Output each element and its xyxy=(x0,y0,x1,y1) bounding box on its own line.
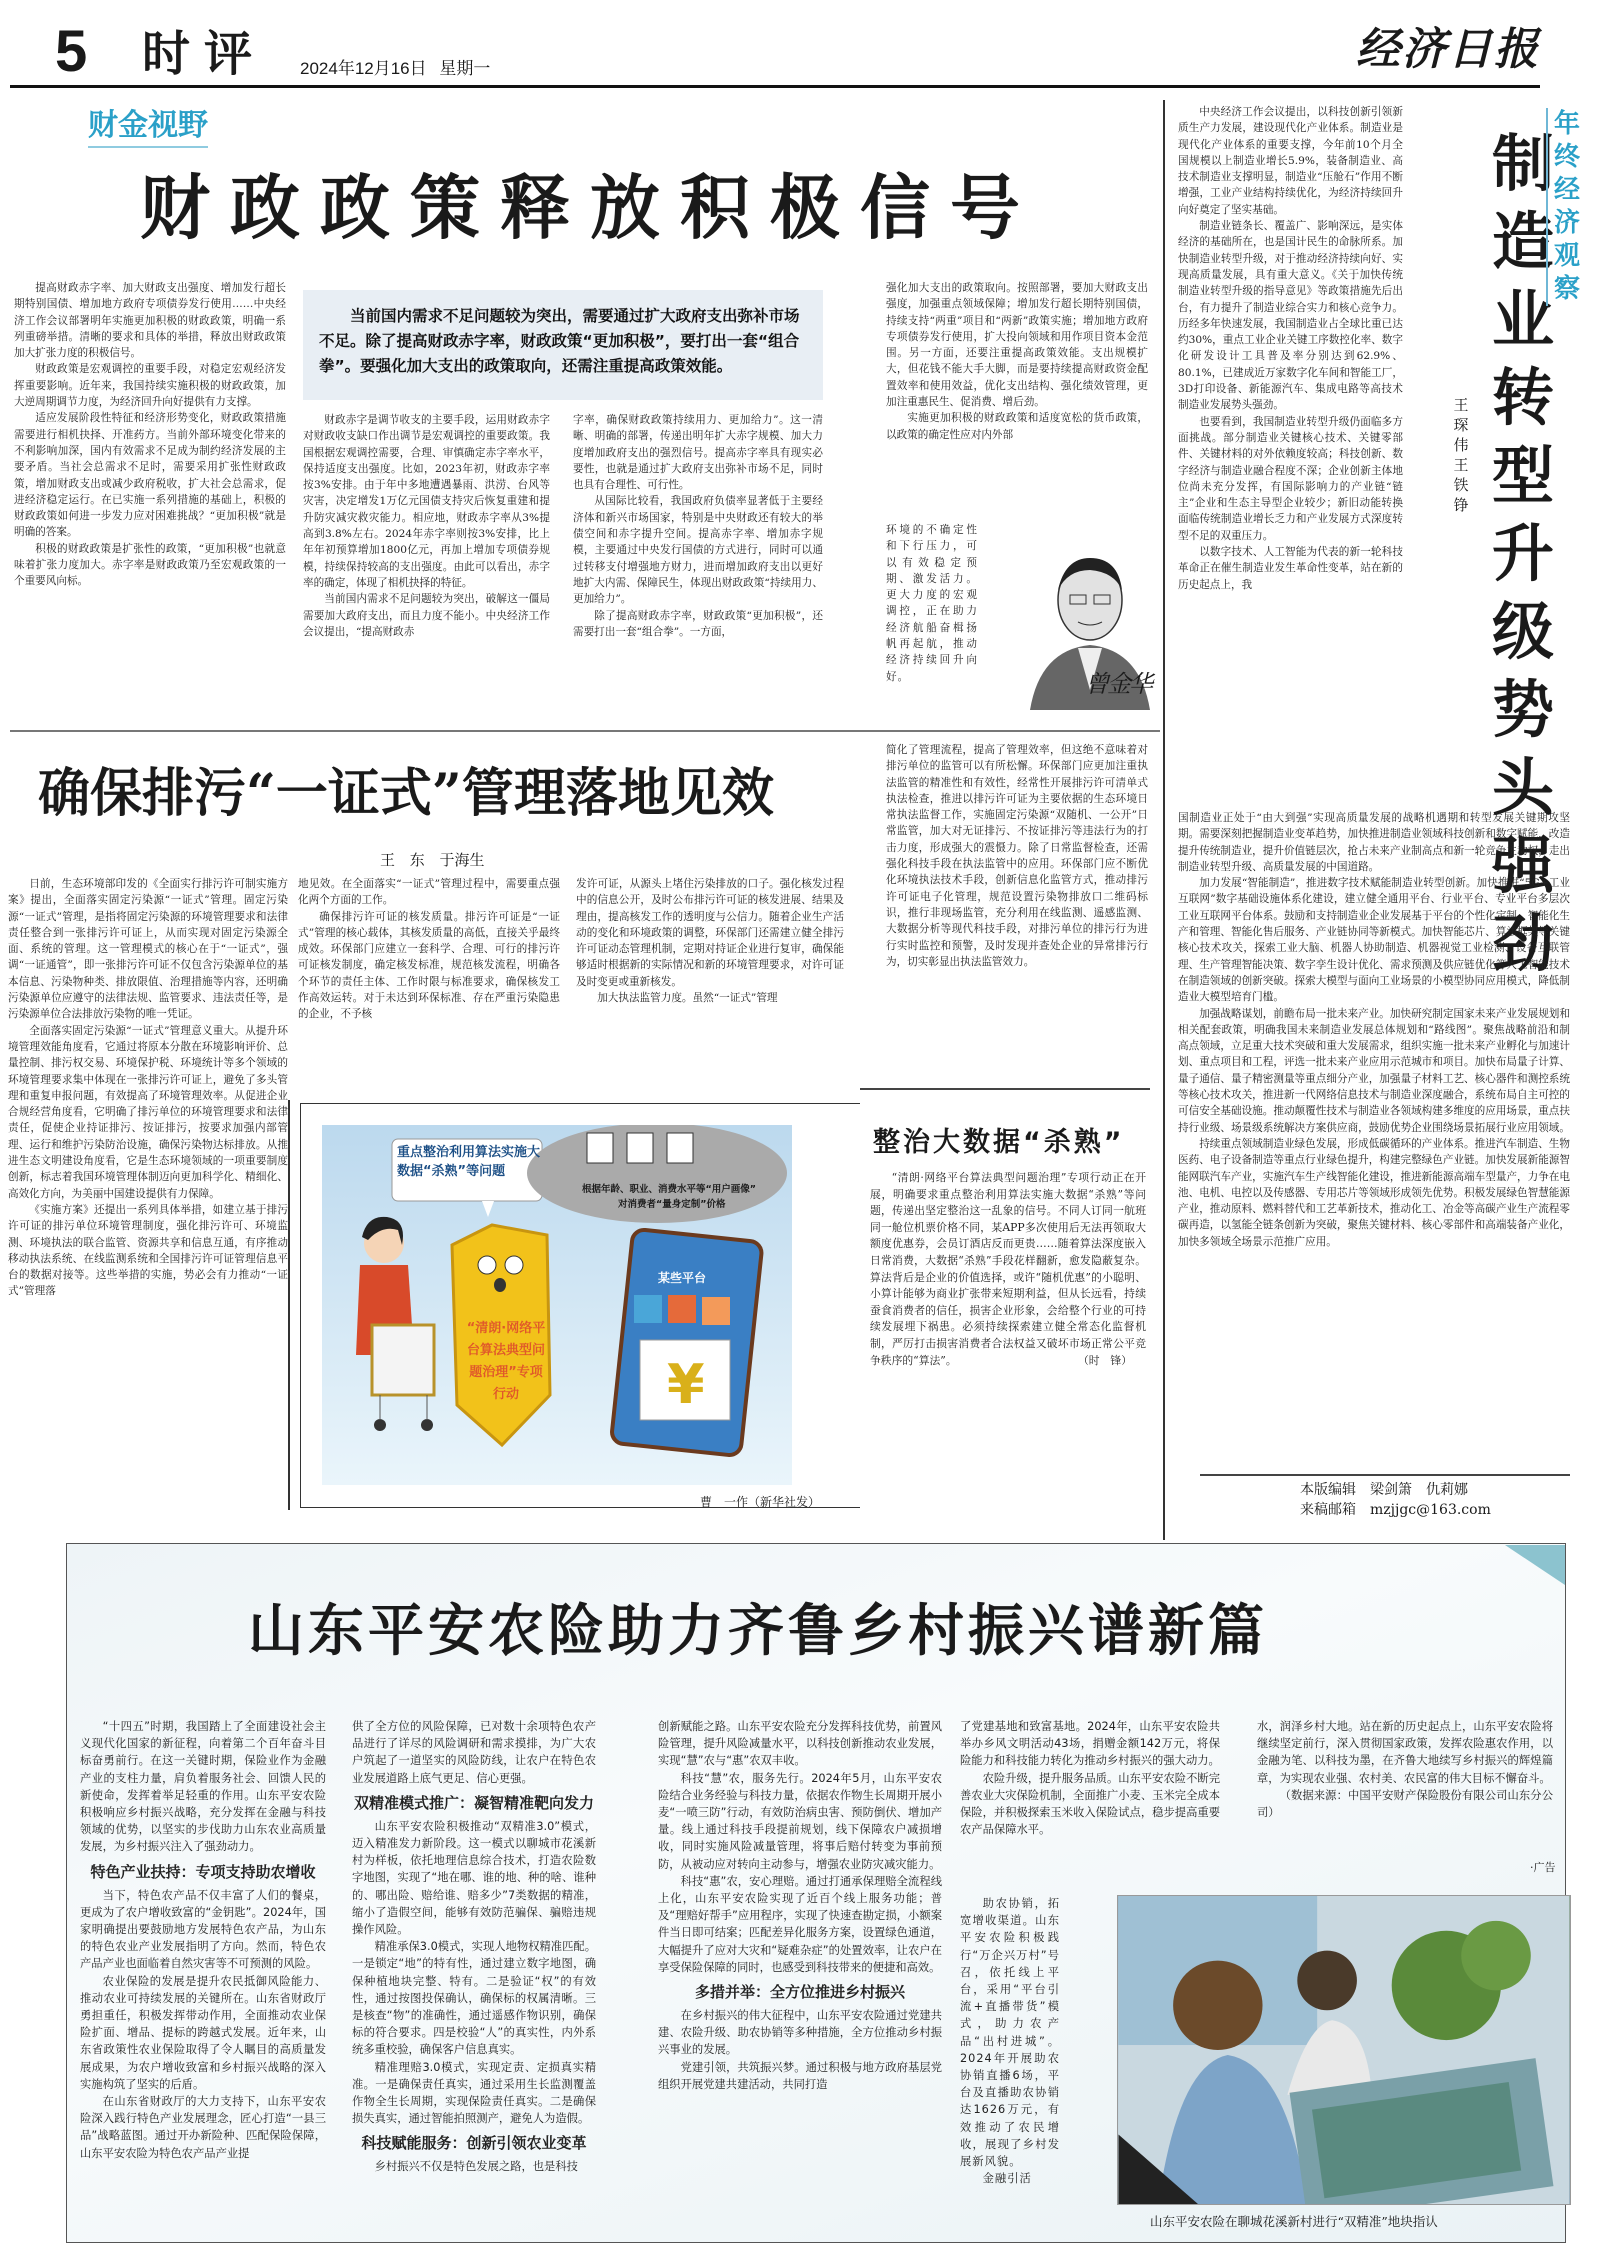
page-number: 5 xyxy=(55,19,88,84)
subheading: 特色产业扶持：专项支持助农增收 xyxy=(90,1862,316,1881)
article1-title: 财政政策释放积极信号 xyxy=(140,167,1040,249)
column-divider xyxy=(1163,100,1165,1540)
subheading: 双精准模式推广：凝智精准靶向发力 xyxy=(353,1793,594,1812)
article3-col4 xyxy=(886,742,1148,970)
editor-rule xyxy=(1200,1474,1570,1476)
article2-tag: 年终经济观察 xyxy=(1546,108,1586,306)
paragraph: 适应发展阶段性特征和经济形势变化，财政政策措施需要进行相机抉择、开准药方。当前外部环境变化带来的不利影响加深，国内有效需求不足成为制约经济发展的主要矛盾。当社会总需求不足时，需要采用扩张性财政政策，增加财政支出或减少政府税收，扩大社会总需求，促进经济稳定运行。在已实施一系列措施的基础上，积极的财政政策如何进一步发力应对困难挑战？“更加积极”就是明确的答案。 xyxy=(14,412,286,539)
commentary-title: 整治大数据“杀熟” xyxy=(873,1127,1125,1158)
paragraph: 《实施方案》还提出一系列具体举措，如建立基于排污许可证的排污单位环境管理制度，强化排污许可、环境监测、环境执法的联合监管、资源共享和信息互通，有序推动移动执法系统、在线监测系统和全国排污许可证管理信息平台的数据对接等。这些举措的实施，势必会有力推动“一证式”管理落 xyxy=(8,1203,288,1298)
paragraph: 供了全方位的风险保障，已对数十余项特色农产品进行了详尽的风险调研和需求摸排，为广大农户筑起了一道坚实的风险防线，让农户在特色农业发展道路上底气更足、信心更强。 xyxy=(352,1720,596,1785)
cartoon-illustration xyxy=(322,1125,792,1485)
paragraph: 积极的财政政策是扩张性的政策，“更加积极”也就意味着扩张力度加大。赤字率是财政政策乃至宏观政策的一个重要风向标。 xyxy=(14,542,286,588)
paragraph: 持续重点领域制造业绿色发展，形成低碳循环的产业体系。推进汽车制造、生物医药、电子设备制造等重点行业绿色提升，构建完整绿色产业链。加快发展新能源智能网联汽车产业，实施汽车生产线智能化建设，推进新能源高端车型量产，力争在电池、电机、电控以及传感器、专用芯片等领域形成领先优势。积极发展绿色智慧能源产业，推动原料、燃料替代和工艺革新技术，推动化工、冶金等高碳产业生产流程零碳再造，以氢能全链条创新为突破，聚焦关键材料、核心零部件和高端装备产业化，加快多领域全场景示范推广应用。 xyxy=(1178,1137,1570,1248)
commentary-author: （时 锋） xyxy=(1078,1354,1132,1368)
article1-col1 xyxy=(14,280,286,590)
article1-col2 xyxy=(303,412,550,640)
article2-title: 制造业转型升级势头强劲 xyxy=(1491,127,1554,980)
paragraph: 创新赋能之路。山东平安农险充分发挥科技优势，前置风险管理，提升风险减量水平，以科技创新推动农业发展，实现“慧”农与“惠”农双丰收。 xyxy=(658,1720,942,1768)
paragraph: 提高财政赤字率、加大财政支出强度、增加发行超长期特别国债、增加地方政府专项债券发行使用……中央经济工作会议部署明年实施更加积极的财政政策，明确一系列重磅举措。清晰的要求和具体的举措，释放出财政政策加大扩张力度的积极信号。 xyxy=(14,282,286,360)
ad-col5 xyxy=(1257,1718,1553,1821)
paragraph: 农业保险的发展是提升农民抵御风险能力、推动农业可持续发展的关键所在。山东省财政厅勇担重任，积极发挥带动作用，全面推动农业保险扩面、增品、提标的跨越式发展。近年来，山东省政策性农业保险取得了令人瞩目的高质量发展成果，为农户增收致富和乡村振兴战略的深入实施构筑了坚实的后盾。 xyxy=(80,1974,326,2091)
paragraph: 财政政策是宏观调控的重要手段，对稳定宏观经济发挥重要影响。近年来，我国持续实施积极的财政政策，加大逆周期调节力度，为经济回升向好提供有力支撑。 xyxy=(14,363,286,409)
article1-col4-narrow: 环境的不确定性和下行压力，可以有效稳定预期、激发活力。更大力度的宏观调控，正在助力经济航船奋楫扬帆再起航，推动经济持续回升向好。 xyxy=(886,524,978,683)
article2-byline: 王琛伟 王铁铮 xyxy=(1453,396,1469,514)
article3-title: 确保排污“一证式”管理落地见效 xyxy=(38,763,774,824)
ad-col4 xyxy=(960,1718,1220,1838)
cartoon-shield-text: “清朗·网络平台算法典型问题治理”专项行动 xyxy=(466,1321,546,1402)
ad-label: ·广告 xyxy=(1530,1861,1556,1874)
article3-col3 xyxy=(576,876,844,1006)
paragraph: 乡村振兴不仅是特色发展之路，也是科技 xyxy=(374,2160,578,2174)
paragraph: 水，润泽乡村大地。站在新的历史起点上，山东平安农险将继续坚定前行，深入贯彻国家政策，发挥农险惠农作用，以金融为笔、以科技为墨，在齐鲁大地续写乡村振兴的辉煌篇章，为实现农业强、农村美、农民富的伟大目标不懈奋斗。 xyxy=(1257,1720,1553,1785)
paragraph: 财政赤字是调节收支的主要手段，运用财政赤字对财政收支缺口作出调节是宏观调控的重要政策。我国根据宏观调控需要，合理、审慎确定赤字率水平，保持适度支出强度。比如，2023年初，财政赤字率按3%安排。由于年中多地遭遇暴雨、洪涝、台风等灾害，决定增发1万亿元国债支持灾后恢复重建和提升防灾减灾救灾能力。相应地，财政赤字率从3%提高到3.8%左右。2024年赤字率则按3%安排，比上年年初预算增加1800亿元，再加上增加专项债券规模，持续保持较高的支出强度。由此可以看出，赤字率的确定，体现了相机抉择的特征。 xyxy=(303,414,550,589)
paragraph: 当前国内需求不足问题较为突出，破解这一僵局需要加大政府支出，而且力度不能小。中央经济工作会议提出，“提高财政赤 xyxy=(303,593,550,638)
cartoon-credit: 曹 一作（新华社发） xyxy=(700,1495,821,1509)
paragraph: 字率，确保财政政策持续用力、更加给力”。这一清晰、明确的部署，传递出明年扩大赤字规模、加大力度增加政府支出的强烈信号。提高赤字率具有现实必要性，也就是通过扩大政府支出弥补市场不足，同时也具有合理性、可行性。 xyxy=(573,414,823,492)
paragraph: 精准理赔3.0模式，实现定责、定损真实精准。一是确保责任真实，通过采用生长监测覆盖作物全生长周期，实现保险责任真实。二是确保损失真实，通过智能拍照测产，避免人为造假。 xyxy=(352,2060,596,2126)
paragraph: 加强战略谋划，前瞻布局一批未来产业。加快研究制定国家未来产业发展规划和相关配套政策，明确我国未来制造业发展总体规划和“路线图”。聚焦战略前沿和制高点领域，立足重大技术突破和重大发展需求，组织实施一批未来产业孵化与加速计划、重点项目和工程，评选一批未来产业应用示范城市和项目。加快布局量子计算、量子通信、量子精密测量等重点细分产业，加强量子材料工艺、核心器件和测控系统等核心技术攻关，推进新一代网络信息技术与制造业深度融合，系统布局自主可控的可信安全基础设施。推动颠覆性技术与制造业各领域构建多维度的应用场景，重点扶持行业级、场景级系统解决方案供应商，鼓励优势企业围绕场景拓展行业应用领域。 xyxy=(1178,1007,1570,1134)
paragraph: 简化了管理流程，提高了管理效率，但这绝不意味着对排污单位的监管可以有所松懈。环保部门应更加注重执法监管的精准性和有效性，经常性开展排污许可清单式执法检查，推进以排污许可证为主要依据的生态环境日常执法监督工作，实施固定污染源“双随机、一公开”日常监管，加大对无证排污、不按证排污等违法行为的打击力度，形成强大的震慑力。除了日常监督检查，还需强化科技手段在执法监管中的应用。环保部门应不断优化环境执法技术手段，创新信息化监管方式，推动排污许可证电子化管理，规范设置污染物排放口二维码标识，推行非现场监管，充分利用在线监测、遥感监测、大数据分析等现代科技手段，对排污单位的排污行为进行实时监控和预警，及时发现并查处企业的异常排污行为，切实彰显出执法监管效力。 xyxy=(886,744,1148,968)
paragraph: 以数字技术、人工智能为代表的新一轮科技革命正在催生制造业发生革命性变革，站在新的历史起点上，我 xyxy=(1178,546,1403,591)
decorative-corner xyxy=(1505,1545,1565,1585)
paragraph: 实施更加积极的财政政策和适度宽松的货币政策，以政策的确定性应对内外部 xyxy=(886,412,1148,441)
paragraph: 除了提高财政赤字率，财政政策“更加积极”，还需要打出一套“组合拳”。一方面， xyxy=(573,609,823,638)
paragraph: 山东平安农险积极推动“双精准3.0”模式，迈入精准发力新阶段。这一模式以聊城市花溪新村为样板，依托地理信息综合技术，打造农险数字地图，实现了“地在哪、谁的地、种的啥、谁种的、哪出险、赔给谁、赔多少”7类数据的精准，缩小了造假空间，能够有效防范骗保、骗赔违规操作风险。 xyxy=(352,1819,596,1937)
paragraph: 加力发展“智能制造”，推进数字技术赋能制造业转型创新。加快推进“5G+工业互联网”数字基础设施体系化建设，建立健全通用平台、行业平台、专业平台多层次工业互联网平台体系。鼓励和支持制造业企业发展基于平台的个性化定制、智能化生产和管理、智能化售后服务、产业链协同等新模式。加快智能芯片、算法框架等关键核心技术攻关，探索工业大脑、机器人协助制造、机器视觉工业检测、设备互联管理、生产管理智能决策、数字孪生设计优化、需求预测及供应链优化等人工智能技术在制造领域的创新突破。探索大模型与面向工业场景的小模型协同应用模式，降低制造业大模型培育门槛。 xyxy=(1178,877,1570,1004)
ad-col4-narrow xyxy=(960,1895,1060,2187)
article2-upper xyxy=(1178,104,1403,593)
paragraph: 国制造业正处于“由大到强”实现高质量发展的战略机遇期和转型发展关键期攻坚期。需要深刻把握制造业变革趋势，加快推进制造业领域科技创新和数字赋能，改造提升传统制造业，提升价值链层次，抢占未来产业制高点和新一轮竞争主动权，走出制造业转型升级、高质量发展的中国道路。 xyxy=(1178,812,1570,873)
paragraph: 从国际比较看，我国政府负债率显著低于主要经济体和新兴市场国家，特别是中央财政还有较大的举债空间和赤字提升空间。提高赤字率、增加赤字规模，主要通过中央发行国债的方式进行，同时可以通过转移支付增强地方财力，进而增加政府支出以更好地扩大内需、保障民生，体现出财政政策“持续用力、更加给力”。 xyxy=(573,495,823,606)
svg-text:¥: ¥ xyxy=(667,1353,705,1416)
paragraph: “十四五”时期，我国踏上了全面建设社会主义现代化国家的新征程，向着第二个百年奋斗目标奋勇前行。在这一关键时期，保险业作为金融产业的支柱力量，肩负着服务社会、回馈人民的新使命，发挥着举足轻重的作用。山东平安农险积极响应乡村振兴战略，充分发挥在金融与科技领域的优势，以坚实的步伐助力山东农业高质量发展，为乡村振兴注入了强劲动力。 xyxy=(80,1720,326,1854)
field-photo xyxy=(1117,1895,1571,2205)
masthead-logo: 经济日报 xyxy=(1356,24,1540,75)
paragraph: 日前，生态环境部印发的《全面实行排污许可制实施方案》提出，全面落实固定污染源“一证式”管理。固定污染源“一证式”管理，是指将固定污染源的环境管理要求和法律责任整合到一张排污许可证上，从而实现对固定污染源全面、系统的管理。这一管理模式的核心在于“一证式”，强调“一证通管”，即一张排污许可证不仅包含污染源单位的基本信息、污染物种类、排放限值、治理措施等内容，还明确污染源单位应遵守的法律法规、监管要求、违法责任等，是污染源单位合法排放污染物的唯一凭证。 xyxy=(8,878,288,1021)
paragraph: 当下，特色农产品不仅丰富了人们的餐桌，更成为了农户增收致富的“金钥匙”。2024年，国家明确提出要鼓励地方发展特色农产品，为山东的特色农业产业发展指明了方向。然而，特色农产品产业也面临着自然灾害等不可预测的风险。 xyxy=(80,1888,326,1971)
ad-col3 xyxy=(658,1718,942,2093)
paragraph: 确保排污许可证的核发质量。排污许可证是“一证式”管理的核心载体，其核发质量的高低，直接关乎最终成效。环保部门应建立一套科学、合理、可行的排污许可证核发制度，确定核发标准，规范核发流程，明确各个环节的责任主体、工作时限与标准要求，确保核发工作高效运转。对于未达到环保标准、存在严重污染隐患的企业，不予核 xyxy=(298,910,560,1021)
paragraph: 发许可证，从源头上堵住污染排放的口子。强化核发过程中的信息公开，及时公布排污许可证的核发进展、结果及理由，提高核发工作的透明度与公信力。随着企业生产活动的变化和环境政策的调整，环保部门还需建立健全排污许可证动态管理机制，定期对持证企业进行复审，确保能够适时根据新的实际情况和新的环境管理要求，对许可证及时变更或重新核发。 xyxy=(576,878,844,988)
paragraph: 助农协销，拓宽增收渠道。山东平安农险积极践行“万企兴万村”号召，依托线上平台，采用“平台引流+直播带货”模式，助力农产品“出村进城”。2024年开展助农协销直播6场，平台及直播助农协销达1626万元，有效推动了农民增收，展现了乡村发展新风貌。 xyxy=(960,1897,1060,2169)
paragraph: 加大执法监管力度。虽然“一证式”管理 xyxy=(597,992,778,1005)
section-rule xyxy=(860,1088,1150,1090)
cartoon-phone-label: 某些平台 xyxy=(658,1271,707,1285)
phone-character xyxy=(611,1229,763,1456)
issue-date: 2024年12月16日 星期一 xyxy=(300,59,491,78)
subheading: 科技赋能服务：创新引领农业变革 xyxy=(361,2134,587,2153)
submission-email: 来稿邮箱 mzjjgc@163.com xyxy=(1300,1502,1491,1518)
paragraph: 了党建基地和致富基地。2024年，山东平安农险共举办乡风文明活动43场，捐赠金额142万元，将保险能力和科技能力转化为推动乡村振兴的强大动力。 xyxy=(960,1720,1220,1768)
article1-col4 xyxy=(886,280,1148,443)
subheading: 多措并举：全方位推进乡村振兴 xyxy=(694,1983,905,2002)
cartoon-cloud-text-2: 对消费者“量身定制”价格 xyxy=(618,1199,726,1210)
column-tag: 财金视野 xyxy=(88,108,208,148)
paragraph: 农险升级，提升服务品质。山东平安农险不断完善农业大灾保险机制，全面推广小麦、玉米完全成本保险，并积极探索玉米收入保险试点，稳步提高重要农产品保障水平。 xyxy=(960,1771,1220,1837)
paragraph: 中央经济工作会议提出，以科技创新引领新质生产力发展，建设现代化产业体系。制造业是现代化产业体系的重要支撑，今年前10个月全国规模以上制造业增长5.9%，装备制造业、高技术制造业支撑明显，制造业“压舱石”作用不断增强，工业产业结构持续优化，为经济持续回升向好奠定了坚实基础。 xyxy=(1178,106,1403,216)
paragraph: 制造业链条长、覆盖广、影响深远，是实体经济的基础所在，也是国计民生的命脉所系。加快制造业转型升级，对于推动经济持续向好、实现高质量发展，具有重大意义。《关于加快传统制造业转型升级的指导意见》等政策措施先后出台，有力提升了制造业综合实力和核心竞争力。历经多年快速发展，我国制造业占全球比重已达约30%，重点工业企业关键工序数控化率、数字化研发设计工具普及率分别达到62.9%、80.1%，已建成近万家数字化车间和智能工厂，3D打印设备、新能源汽车、集成电路等高技术制造业发展势头强劲。 xyxy=(1178,220,1403,412)
pullquote: 当前国内需求不足问题较为突出，需要通过扩大政府支出弥补市场不足。除了提高财政赤字率，财政政策“更加积极”，要打出一套“组合拳”。要强化加大支出的政策取向，还需注重提高政策效能。 xyxy=(303,290,823,400)
paragraph: 党建引领，共筑振兴梦。通过积极与地方政府基层党组织开展党建共建活动，共同打造 xyxy=(658,2060,942,2091)
paragraph: 全面落实固定污染源“一证式”管理意义重大。从提升环境管理效能角度看，它通过将原本分散在环境影响评价、总量控制、排污权交易、环境保护税、环境统计等多个领域的环境管理要求集中体现在一张排污许可证上，避免了多头管理和重复申报问题，有效提高了环境管理效率。从促进企业合规经营角度看，它明确了排污单位的环境管理要求和法律责任，促使企业持证排污、按证排污，按要求加强内部管理、运行和维护污染防治设施，确保污染物达标排放。从推进生态文明建设角度看，它是生态环境领域的一项重要制度创新，标志着我国环境管理体制迈向更加科学化、精细化、高效化方向，为美丽中国建设提供有力保障。 xyxy=(8,1024,288,1200)
article3-col2 xyxy=(298,876,560,1023)
cartoon-bubble-text: 重点整治利用算法实施大数据“杀熟”等问题 xyxy=(397,1145,541,1179)
cartoon-cloud-text-1: 根据年龄、职业、消费水平等“用户画像” xyxy=(582,1184,756,1195)
paragraph: 科技“惠”农，安心理赔。通过打通承保理赔全流程线上化，山东平安农险实现了近百个线上服务功能；普及“理赔好帮手”应用程序，实现了快速查勘定损，小额案件当日即可结案；匹配差异化服务方案，设置绿色通道，大幅提升了应对大灾和“疑难杂症”的处置效率，让农户在享受保险保障的同时，也感受到科技带来的便捷和高效。 xyxy=(658,1874,942,1974)
paragraph: 金融引活 xyxy=(982,2172,1032,2186)
article3-col1 xyxy=(8,876,288,1300)
header-rule xyxy=(10,85,1540,88)
paragraph: 地见效。在全面落实“一证式”管理过程中，需要重点强化两个方面的工作。 xyxy=(298,878,560,907)
ad-col2 xyxy=(352,1718,596,2176)
article2-lower xyxy=(1178,810,1570,1250)
paragraph: 在山东省财政厅的大力支持下，山东平安农险深入践行特色产业发展理念，匠心打造“一县三品”战略蓝图。通过开办新险种、匹配保险保障，山东平安农险为特色农产品产业提 xyxy=(80,2095,326,2160)
ad-col1 xyxy=(80,1718,326,2162)
advertorial-title: 山东平安农险助力齐鲁乡村振兴谱新篇 xyxy=(248,1599,1268,1664)
editor-credits: 本版编辑 梁剑箫 仇莉娜 来稿邮箱 mzjjgc@163.com xyxy=(1300,1482,1491,1518)
paragraph: 强化加大支出的政策取向。按照部署，要加大财政支出强度，加强重点领域保障；增加发行超长期特别国债，持续支持“两重”项目和“两新”政策实施；增加地方政府专项债券发行使用，扩大投向领域和用作项目资本金范围。另一方面，还要注重提高政策效能。支出规模扩大，但花钱不能大手大脚，而是要持续提高财政资金配置效率和使用效益，优化支出结构、强化绩效管理，更加注重惠民生、促消费、增后劲。 xyxy=(886,282,1148,409)
paragraph: 精准承保3.0模式，实现人地物权精准匹配。一是锁定“地”的特有性，通过建立数字地图，确保种植地块完整、特有。二是验证“权”的有效性，通过按图投保确认，确保标的权属清晰。三是核查“物”的准确性，通过遥感作物识别，确保标的符合要求。四是校验“人”的真实性，内外系统多重校验，确保客户信息真实。 xyxy=(352,1940,596,2057)
article1-col3 xyxy=(573,412,823,640)
paragraph: 也要看到，我国制造业转型升级仍面临多方面挑战。部分制造业关键核心技术、关键零部件、关键材料的对外依赖度较高；科技创新、数字经济与制造业融合程度不深；企业创新主体地位尚未充分发挥，有国际影响力的产业链“链主”企业和生态主导型企业较少；新旧动能转换面临传统制造业增长乏力和产业发展方式深度转型不足的双重压力。 xyxy=(1178,415,1403,542)
paragraph: 在乡村振兴的伟大征程中，山东平安农险通过党建共建、农险升级、助农协销等多种措施，全方位推动乡村振兴事业的发展。 xyxy=(658,2009,942,2057)
section-rule xyxy=(10,730,1160,732)
paragraph: 科技“慧”农，服务先行。2024年5月，山东平安农险结合业务经验与科技力量，依据农作物生长周期开展小麦“一喷三防”行动，有效防治病虫害、预防倒伏、增加产量。线上通过科技手段提前规划，线下保障农户减损增收，同时实施风险减量管理，将事后赔付转变为事前预防，从被动应对转向主动参与，增强农业防灾减灾能力。 xyxy=(658,1771,942,1871)
article3-byline: 王 东 于海生 xyxy=(380,851,485,869)
author-signature: 曾金华 xyxy=(1085,670,1151,698)
data-source: （数据来源：中国平安财产保险股份有限公司山东分公司） xyxy=(1257,1788,1553,1820)
column-divider xyxy=(288,1100,290,1510)
photo-caption: 山东平安农险在聊城花溪新村进行“双精准”地块指认 xyxy=(1150,2214,1438,2229)
commentary-body: “清朗·网络平台算法典型问题治理”专项行动正在开展，明确要求重点整治利用算法实施大数据“杀熟”等问题，传递出坚定整治这一乱象的信号。不同人订同一航班同一舱位机票价格不同，某APP多次使用后无法再领取大额度优惠券，会员订酒店反而更贵……随着算法深度嵌入日常消费，大数据“杀熟”手段花样翻新，愈发隐蔽复杂。算法背后是企业的价值选择，或许“随机优惠”的小聪明、小算计能够为商业扩张带来短期利益，但从长远看，持续蚕食消费者的信任，损害企业形象，会给整个行业的可持续发展埋下祸患。必须持续探索建立健全常态化监督机制，严厉打击损害消费者合法权益又破坏市场正常公平竞争秩序的“算法”。 （时 锋） xyxy=(870,1170,1146,1370)
section-name: 时评 xyxy=(142,26,267,82)
